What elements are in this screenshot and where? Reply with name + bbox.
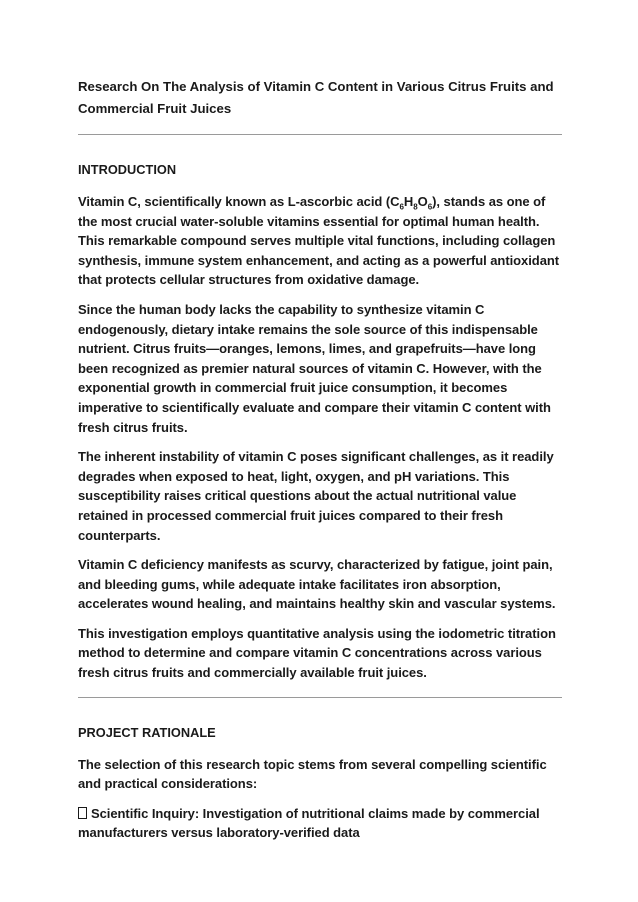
paragraph-text: O [417, 194, 428, 209]
introduction-paragraph-4: Vitamin C deficiency manifests as scurvy, characterized by fatigue, joint pain, and bleeding gums, while adequate intake facilitates iron absorption, accelerates wound healing, and maintains healthy skin and vascular systems. [78, 557, 556, 612]
paragraph-text: Vitamin C, scientifically known as L-ascorbic acid (C [78, 194, 400, 209]
introduction-paragraph-3: The inherent instability of vitamin C poses significant challenges, as it readily degrades when exposed to heat, light, oxygen, and pH variations. This susceptibility raises critical questions about the actual nutritional value retained in processed commercial fruit juices compared to their fresh counterparts. [78, 449, 554, 543]
introduction-paragraph-1 [78, 192, 562, 290]
paragraph-text: H [403, 194, 414, 209]
bullet-text: Scientific Inquiry: Investigation of nutritional claims made by commercial manufacturers versus laboratory-verified data [78, 805, 540, 841]
subscript: 6 [427, 202, 433, 212]
subscript: 8 [413, 202, 418, 212]
rationale-heading: PROJECT RATIONALE [78, 724, 216, 740]
introduction-paragraph-2: Since the human body lacks the capability to synthesize vitamin C endogenously, dietary intake remains the sole source of this indispensable nutrient. Citrus fruits—oranges, lemons, limes, and grapefruits—have long been recognized as premier natural sources of vitamin C. However, with the exponential growth in commercial fruit juice consumption, it becomes imperative to scientifically evaluate and compare their vitamin C content with fresh citrus fruits. [78, 301, 551, 435]
paragraph-text: ), stands as one of the most crucial water-soluble vitamins essential for optimal human health. This remarkable compound serves multiple vital functions, including collagen synthesis, immune system enhancement, and acting as a powerful antioxidant that protects cellular structures from oxidative damage. [78, 194, 560, 288]
rationale-bullet-1 [78, 804, 562, 843]
rationale-paragraph-1: The selection of this research topic stems from several compelling scientific and practical considerations: [78, 756, 547, 792]
subscript: 6 [399, 202, 404, 212]
document-title: Research On The Analysis of Vitamin C Content in Various Citrus Fruits and Commercial Fruit Juices [78, 79, 554, 116]
title-divider [78, 134, 562, 135]
introduction-heading: INTRODUCTION [78, 162, 177, 177]
introduction-paragraph-5: This investigation employs quantitative analysis using the iodometric titration method to determine and compare vitamin C concentrations across various fresh citrus fruits and commercially available fruit juices. [78, 625, 556, 681]
missing-glyph-icon [78, 807, 87, 819]
section-divider [78, 697, 562, 698]
